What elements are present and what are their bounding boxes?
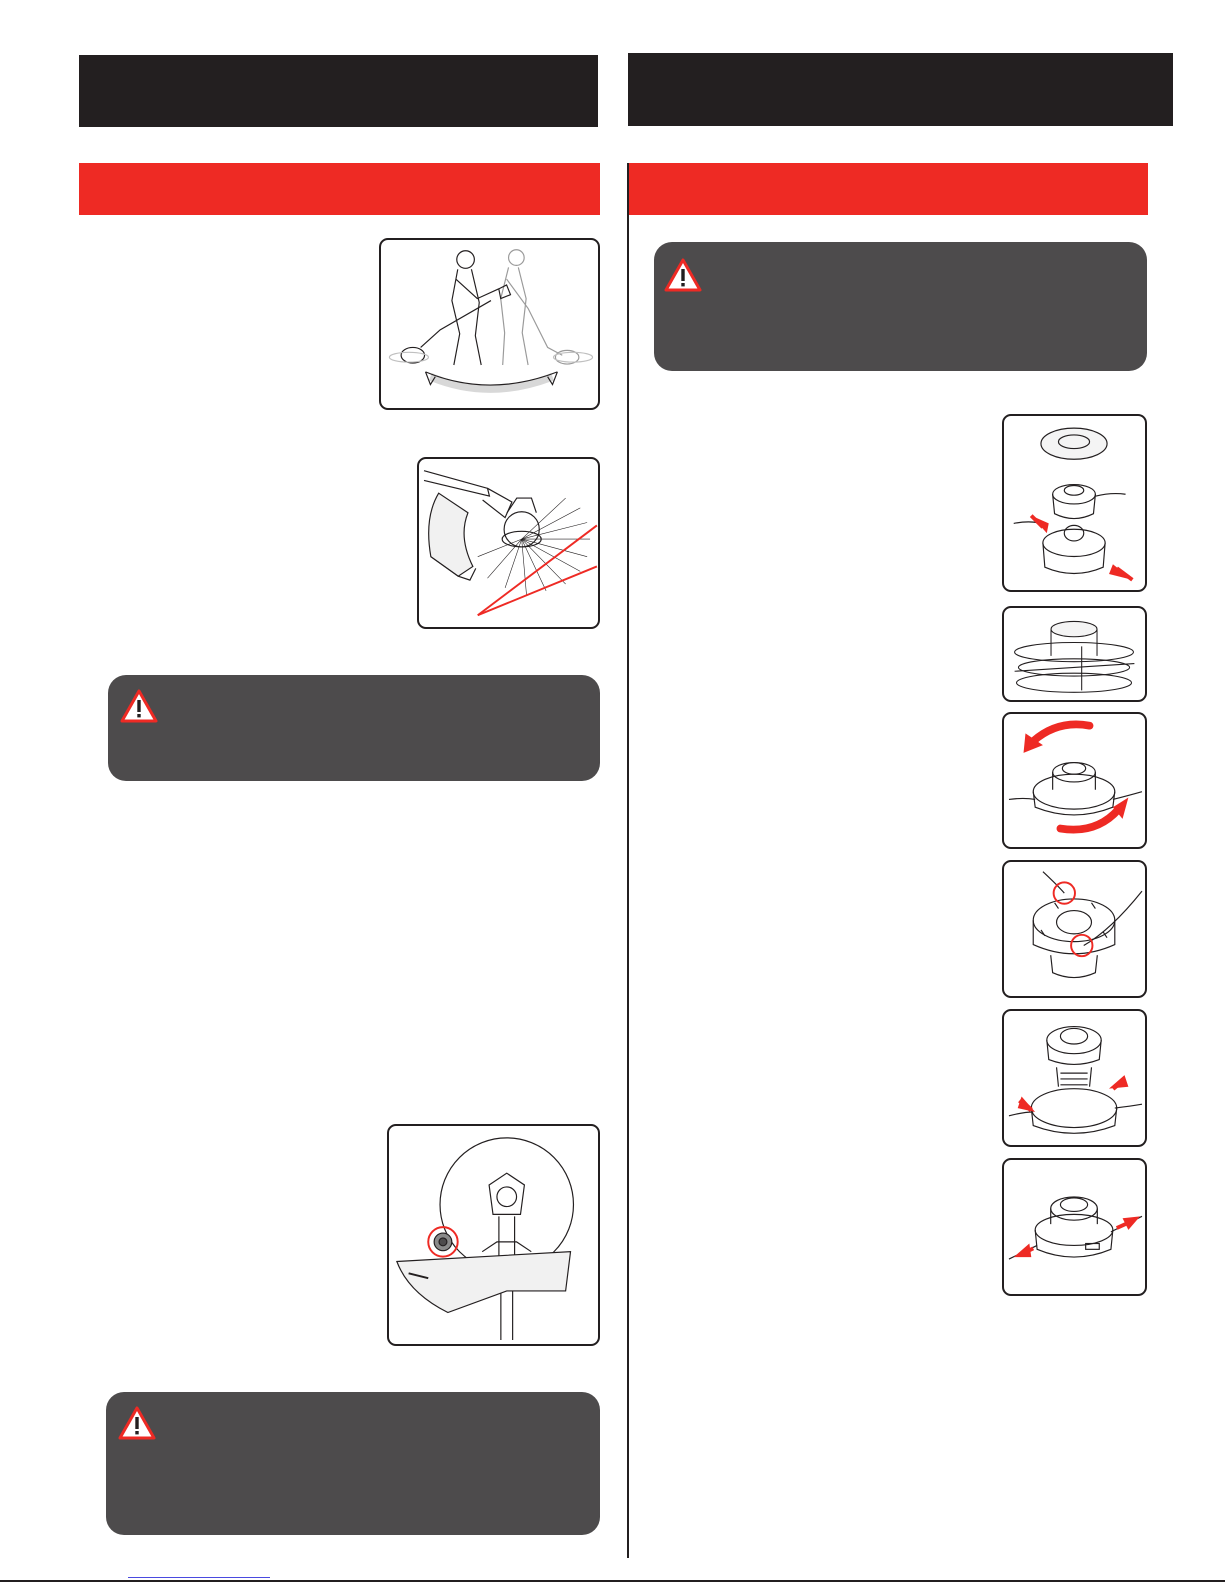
trimmer-head-angle-drawing — [419, 459, 598, 627]
left-section-bar — [79, 163, 600, 215]
left-header-bar — [79, 55, 598, 127]
blade-guard-fastener-illustration — [387, 1124, 600, 1346]
spool-winding-illustration — [1002, 712, 1147, 849]
footer-link-underline[interactable] — [128, 1577, 270, 1578]
warning-box-right — [654, 242, 1147, 371]
trimmer-sweep-illustration — [379, 238, 600, 410]
trimmer-sweep-drawing — [381, 240, 598, 408]
spool-line-release-illustration — [1002, 1158, 1147, 1296]
spool-line-slots-illustration — [1002, 606, 1147, 702]
warning-triangle-icon — [664, 258, 702, 292]
warning-box-left-1 — [108, 675, 600, 781]
trimmer-head-angle-illustration — [417, 457, 600, 629]
warning-triangle-icon — [118, 1406, 156, 1440]
right-section-bar — [628, 163, 1148, 215]
spool-reinsertion-illustration — [1002, 1009, 1147, 1147]
column-divider — [627, 163, 629, 1558]
right-header-bar — [628, 53, 1173, 126]
blade-guard-fastener-drawing — [389, 1126, 598, 1344]
spool-line-notches-illustration — [1002, 860, 1147, 998]
spool-disassembly-illustration — [1002, 414, 1147, 592]
footer-rule — [0, 1580, 1225, 1582]
warning-triangle-icon — [120, 689, 158, 723]
warning-box-left-2 — [106, 1392, 600, 1535]
